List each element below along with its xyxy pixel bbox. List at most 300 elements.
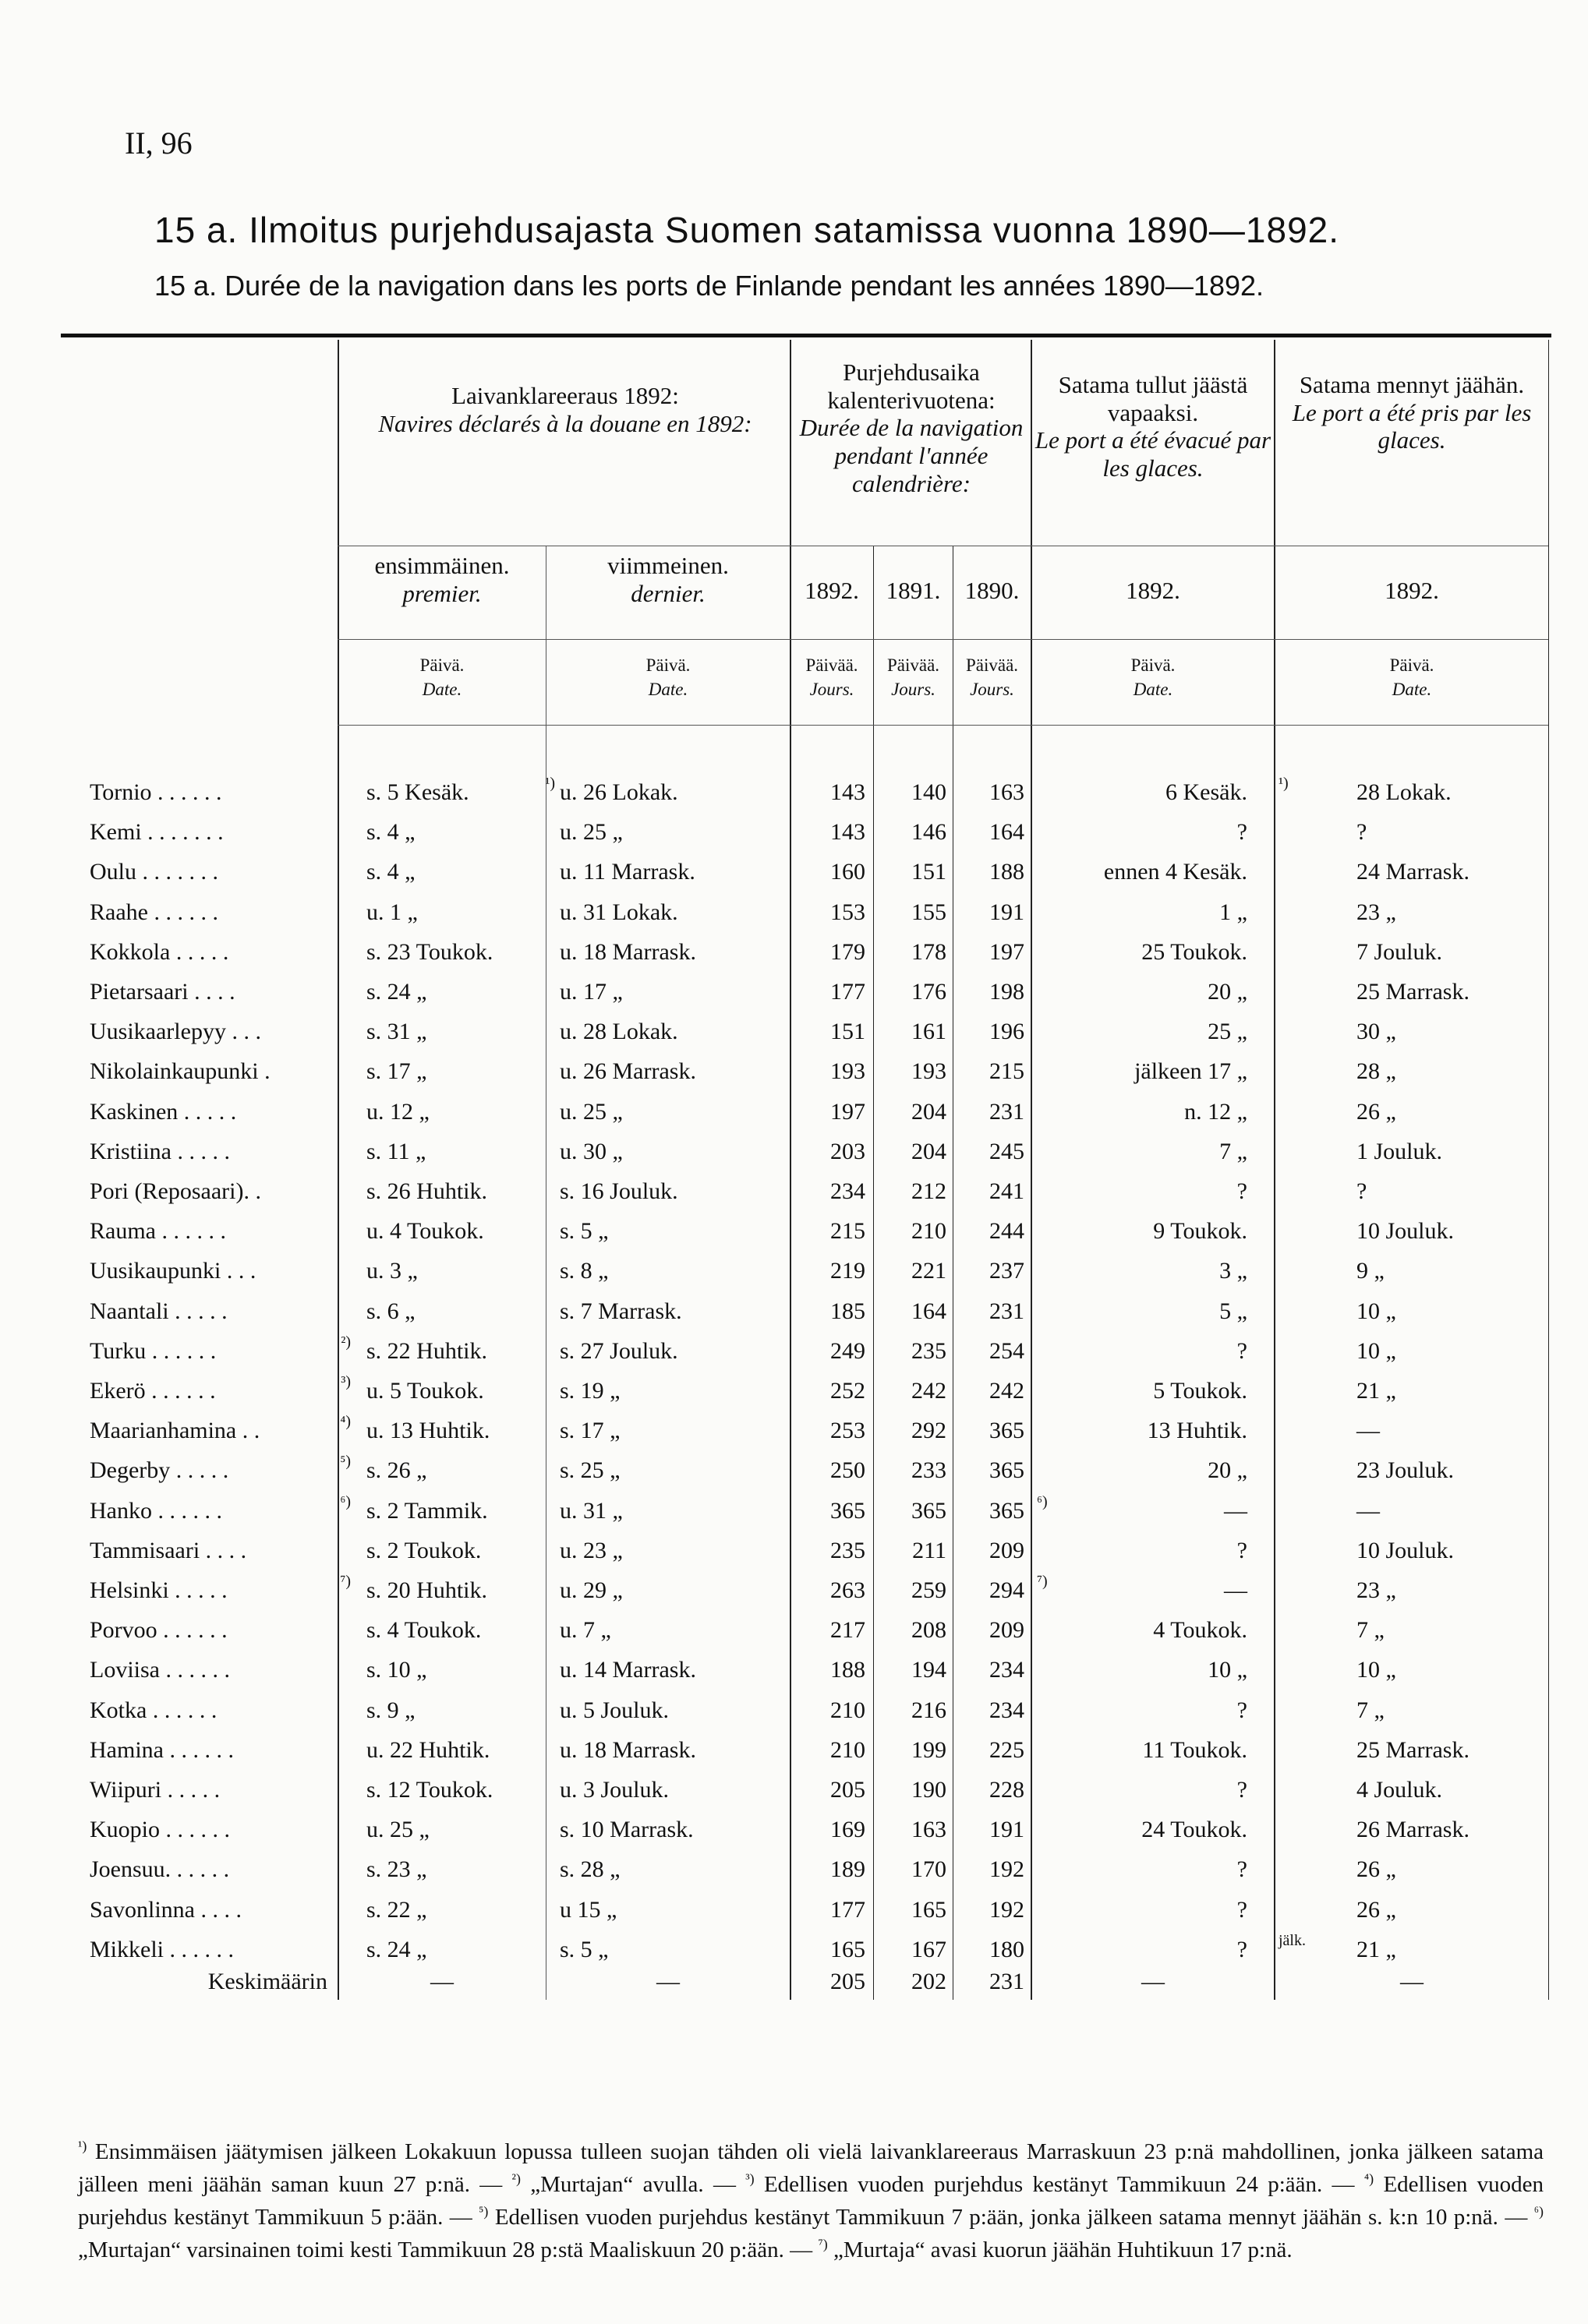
port-name: Turku . . . . . . [90,1337,217,1364]
icefree-header-fr: Le port a été évacué par les glaces. [1034,426,1271,482]
days-1892: 203 [830,1138,865,1164]
icefree-date: 3 „ [1219,1258,1247,1284]
days-1891: 176 [911,979,946,1005]
frozen-note: ¹) [1279,775,1289,792]
port-name: Kotka . . . . . . [90,1697,218,1723]
last-clearance: s. 7 Marrask. [560,1298,682,1324]
days-1890: 180 [989,1936,1024,1962]
frozen-date: — [1356,1497,1380,1524]
days-1892: 179 [830,938,865,965]
last-clearance: u 15 „ [560,1896,617,1923]
days-1890: 163 [989,779,1024,805]
icefree-date: 4 Toukok. [1153,1617,1247,1644]
first-clearance: u. 13 Huhtik. [366,1418,490,1444]
table-row [0,1609,1588,1648]
first-clearance: s. 23 „ [366,1856,427,1883]
frozen-date: 4 Jouluk. [1356,1777,1443,1803]
days-1891: 140 [911,779,946,805]
days-1891: 199 [911,1736,946,1763]
first-clearance: u. 12 „ [366,1098,430,1125]
days-1890: 234 [989,1697,1024,1723]
unit-fi: Päivä. [1389,655,1434,675]
days-1891: 204 [911,1138,946,1164]
table-row [0,1410,1588,1449]
days-1890: 231 [989,1298,1024,1324]
footnote-mark: ⁷) [818,2236,828,2252]
table-row [0,1690,1588,1729]
frozen-date: 28 „ [1356,1058,1396,1085]
days-1890: 245 [989,1138,1024,1164]
days-1891: 208 [911,1617,946,1644]
icefree-date: 6 Kesäk. [1165,779,1247,805]
last-unit [547,653,789,701]
days-1891: 161 [911,1019,946,1045]
year-1892-header: 1892. [805,577,859,604]
frozen-date: 10 „ [1356,1298,1396,1324]
last-header [547,552,789,607]
table-row [0,1250,1588,1289]
port-name: Hamina . . . . . . [90,1736,234,1763]
unit-fi: Päivää. [965,655,1019,675]
icefree-date: jälkeen 17 „ [1134,1058,1247,1085]
icefree-date: — [1224,1577,1247,1603]
first-clearance: s. 26 Huhtik. [366,1178,488,1204]
first-clearance: s. 23 Toukok. [366,938,493,965]
port-name: Wiipuri . . . . . [90,1777,221,1803]
frozen-date: 26 „ [1356,1896,1396,1923]
days-1892: 205 [830,1777,865,1803]
unit-fi: Päivä. [645,655,691,675]
icefree-date: 24 Toukok. [1141,1817,1247,1843]
port-name: Rauma . . . . . . [90,1218,226,1245]
days-1890: 192 [989,1896,1024,1923]
last-clearance: u. 11 Marrask. [560,859,695,885]
unit-fi: Päivää. [886,655,940,675]
days-1892: 189 [830,1856,865,1883]
frozen-header-fi: Satama mennyt jäähän. [1299,371,1525,398]
unit-fr: Date. [1133,680,1173,700]
days-1892: 153 [830,899,865,925]
days-1892: 169 [830,1817,865,1843]
footnote-mark: ⁶) [1533,2203,1544,2220]
icefree-date: ? [1236,1936,1247,1962]
port-name: Loviisa . . . . . . [90,1657,230,1683]
first-clearance: s. 17 „ [366,1058,427,1085]
table-row [0,851,1588,890]
last-clearance: u. 31 „ [560,1497,623,1524]
frozen-date: 7 „ [1356,1617,1385,1644]
icefree-date: 25 „ [1208,1019,1247,1045]
days-1892: 143 [830,819,865,846]
frozen-date: ? [1356,1178,1367,1204]
port-name: Oulu . . . . . . . [90,859,218,885]
last-clearance: u. 30 „ [560,1138,623,1164]
days-1891: 194 [911,1657,946,1683]
days-1891: 190 [911,1777,946,1803]
days-1891: 365 [911,1497,946,1524]
first-header-fi: ensimmäinen. [374,552,510,579]
days-1892: 234 [830,1178,865,1204]
last-clearance: s. 16 Jouluk. [560,1178,678,1204]
unit-fr: Jours. [891,680,935,700]
days-1892: 263 [830,1577,865,1603]
days-1890: 192 [989,1856,1024,1883]
days-1890: 254 [989,1337,1024,1364]
footnote-5 [479,2205,1527,2230]
table-row [0,1490,1588,1529]
last-clearance: u. 23 „ [560,1537,623,1563]
first-unit [340,653,544,701]
first-clearance: s. 2 Toukok. [366,1537,482,1563]
frozen-date: 26 „ [1356,1856,1396,1883]
days-1890: 197 [989,938,1024,965]
frozen-header-fr: Le port a été pris par les glaces. [1292,398,1532,454]
frozen-date: 25 Marrask. [1356,979,1470,1005]
port-name: Uusikaarlepyy . . . [90,1019,261,1045]
days-1892: 250 [830,1457,865,1484]
last-clearance: s. 28 „ [560,1856,621,1883]
icefree-date: 20 „ [1208,1457,1247,1484]
first-footnote-mark: ⁷) [340,1573,351,1590]
average-1892: 205 [830,1969,865,1994]
table-row [0,1570,1588,1609]
average-icefree: — [1141,1969,1165,1994]
footnote-mark: ⁴) [1363,2170,1374,2187]
frozen-date: 24 Marrask. [1356,859,1470,885]
days-1890: 294 [989,1577,1024,1603]
days-1890: 365 [989,1418,1024,1444]
table-row [0,1051,1588,1090]
days-1891: 292 [911,1418,946,1444]
days-1891: 170 [911,1856,946,1883]
table-row [0,1091,1588,1130]
first-footnote-mark: ⁴) [340,1413,351,1431]
table-row [0,1330,1588,1369]
table-row [0,1210,1588,1249]
table-row [0,772,1588,811]
port-name: Kristiina . . . . . [90,1138,230,1164]
frozen-date: 23 „ [1356,899,1396,925]
footnote-text: Edellisen vuoden purjehdus kestänyt Tammikuun 5 p:ään. — [78,2172,1544,2230]
y92-unit [790,653,873,701]
footnote-text: Edellisen vuoden purjehdus kestänyt Tammikuun 24 p:ään. — [763,2172,1355,2198]
last-clearance: u. 31 Lokak. [560,899,678,925]
last-clearance: u. 25 „ [560,819,623,846]
header-rule [338,639,1548,640]
last-clearance: u. 25 „ [560,1098,623,1125]
season-header [792,358,1031,497]
frozen-date: 26 „ [1356,1098,1396,1125]
last-clearance: s. 8 „ [560,1258,609,1284]
days-1891: 146 [911,819,946,846]
frozen-date: 7 Jouluk. [1356,938,1443,965]
table-row [0,1889,1588,1928]
days-1892: 177 [830,979,865,1005]
days-1890: 198 [989,979,1024,1005]
last-clearance: s. 17 „ [560,1418,621,1444]
footnote-mark: ³) [745,2170,755,2187]
days-1890: 231 [989,1098,1024,1125]
year-1891-header: 1891. [886,577,941,604]
icefree-date: 5 „ [1219,1298,1247,1324]
days-1891: 259 [911,1577,946,1603]
average-first: — [430,1969,454,1994]
days-1890: 365 [989,1497,1024,1524]
table-row [0,971,1588,1010]
days-1892: 215 [830,1218,865,1245]
table-top-rule [61,334,1551,337]
frozen-note: jälk. [1279,1931,1306,1949]
days-1892: 160 [830,859,865,885]
port-name: Savonlinna . . . . [90,1896,242,1923]
icefree-footnote-mark: ⁷) [1037,1573,1048,1590]
first-clearance: u. 22 Huhtik. [366,1736,490,1763]
last-clearance: u. 29 „ [560,1577,623,1603]
table-row [0,1530,1588,1569]
table-row [0,1131,1588,1170]
last-clearance: u. 26 Lokak. [560,779,678,805]
table-row [0,811,1588,850]
icefree-date: — [1224,1497,1247,1524]
days-1890: 241 [989,1178,1024,1204]
unit-fi: Päivä. [419,655,465,675]
icefree-date: ? [1236,1777,1247,1803]
first-clearance: s. 4 Toukok. [366,1617,482,1644]
port-name: Maarianhamina . . [90,1418,260,1444]
days-1891: 178 [911,938,946,965]
port-name: Pietarsaari . . . . [90,979,235,1005]
last-clearance: s. 10 Marrask. [560,1817,694,1843]
icefree-date: ? [1236,1178,1247,1204]
first-clearance: s. 31 „ [366,1019,427,1045]
icefree-date: 20 „ [1208,979,1247,1005]
days-1891: 211 [912,1537,946,1563]
days-1890: 164 [989,819,1024,846]
icefree-date: ? [1236,819,1247,846]
icefree-unit [1032,653,1274,701]
frozen-date: 26 Marrask. [1356,1817,1470,1843]
frozen-date: 10 Jouluk. [1356,1537,1455,1563]
season-header-fr: Durée de la navigation pendant l'année calendrière: [799,414,1024,497]
port-name: Raahe . . . . . . [90,899,218,925]
first-clearance: s. 4 „ [366,819,416,846]
frozen-date: — [1356,1418,1380,1444]
icefree-date: 13 Huhtik. [1147,1418,1247,1444]
days-1892: 253 [830,1418,865,1444]
footnote-2 [512,2172,736,2197]
days-1892: 177 [830,1896,865,1923]
days-1891: 221 [911,1258,946,1284]
unit-fr: Date. [1392,680,1432,700]
average-frozen: — [1400,1969,1424,1994]
last-clearance: u. 17 „ [560,979,623,1005]
days-1892: 185 [830,1298,865,1324]
footnote-3 [745,2172,1354,2197]
first-clearance: s. 12 Toukok. [366,1777,493,1803]
days-1890: 196 [989,1019,1024,1045]
days-1891: 193 [911,1058,946,1085]
days-1890: 234 [989,1657,1024,1683]
unit-fi: Päivä. [1130,655,1176,675]
first-clearance: s. 11 „ [366,1138,426,1164]
average-1891: 202 [911,1969,946,1994]
frozen-date: 25 Marrask. [1356,1736,1470,1763]
days-1891: 212 [911,1178,946,1204]
table-row [0,1729,1588,1768]
table-row [0,1291,1588,1330]
first-footnote-mark: ⁶) [340,1492,351,1510]
first-clearance: s. 24 „ [366,979,427,1005]
first-footnote-mark: ⁵) [340,1453,351,1471]
icefree-date: 11 Toukok. [1142,1736,1247,1763]
icefree-date: ? [1236,1856,1247,1883]
average-1890: 231 [989,1969,1024,1994]
frozen-date: 1 Jouluk. [1356,1138,1443,1164]
frozen-date: 23 „ [1356,1577,1396,1603]
days-1890: 237 [989,1258,1024,1284]
icefree-date: ? [1236,1896,1247,1923]
port-name: Uusikaupunki . . . [90,1258,256,1284]
icefree-date: 5 Toukok. [1153,1378,1247,1404]
footnotes [78,2135,1544,2266]
port-name: Tammisaari . . . . [90,1537,247,1563]
table-row [0,1370,1588,1409]
first-clearance: s. 4 „ [366,859,416,885]
last-header-fi: viimmeinen. [607,552,729,579]
icefree-date: 9 Toukok. [1153,1218,1247,1245]
frozen-date: 9 „ [1356,1258,1385,1284]
frozen-date: 10 „ [1356,1657,1396,1683]
icefree-header [1034,371,1272,482]
days-1892: 210 [830,1736,865,1763]
frozen-date: 21 „ [1356,1378,1396,1404]
first-clearance: s. 5 Kesäk. [366,779,469,805]
port-name: Pori (Reposaari). . [90,1178,261,1204]
days-1892: 365 [830,1497,865,1524]
first-clearance: u. 3 „ [366,1258,418,1284]
page-number: II, 96 [125,125,193,161]
first-clearance: s. 26 „ [366,1457,427,1484]
frozen-date: 10 „ [1356,1337,1396,1364]
days-1890: 225 [989,1736,1024,1763]
table-row [0,1649,1588,1688]
days-1890: 365 [989,1457,1024,1484]
last-header-fr: dernier. [631,579,706,607]
days-1890: 215 [989,1058,1024,1085]
days-1892: 151 [830,1019,865,1045]
days-1890: 191 [989,1817,1024,1843]
unit-fr: Date. [648,680,688,700]
first-header-fr: premier. [402,579,482,607]
table-row [0,1011,1588,1050]
footnote-text: „Murtajan“ varsinainen toimi kesti Tammikuun 28 p:stä Maaliskuun 20 p:ään. — [78,2237,813,2263]
title-finnish: 15 a. Ilmoitus purjehdusajasta Suomen satamissa vuonna 1890—1892. [154,210,1340,250]
unit-fr: Jours. [809,680,854,700]
first-clearance: s. 6 „ [366,1298,416,1324]
average-row [0,1962,1588,2001]
table-row [0,1171,1588,1210]
frozen-header [1277,371,1547,454]
clearance-header-fi: Laivanklareeraus 1892: [451,382,679,409]
days-1890: 191 [989,899,1024,925]
last-clearance: u. 26 Marrask. [560,1058,696,1085]
first-clearance: s. 2 Tammik. [366,1497,488,1524]
last-clearance: s. 27 Jouluk. [560,1337,678,1364]
port-name: Helsinki . . . . . [90,1577,228,1603]
port-name: Porvoo . . . . . . [90,1617,228,1644]
y91-unit [874,653,953,701]
frozen-date: 10 Jouluk. [1356,1218,1455,1245]
port-name: Mikkeli . . . . . . [90,1936,234,1962]
port-name: Hanko . . . . . . [90,1497,222,1524]
days-1890: 242 [989,1378,1024,1404]
icefree-header-fi: Satama tullut jäästä vapaaksi. [1058,371,1248,426]
first-clearance: s. 20 Huhtik. [366,1577,488,1603]
days-1892: 249 [830,1337,865,1364]
table-row [0,1769,1588,1808]
days-1891: 216 [911,1697,946,1723]
footnote-text: „Murtajan“ avulla. — [530,2172,736,2198]
title-french: 15 a. Durée de la navigation dans les ports de Finlande pendant les années 1890—1892. [154,270,1264,302]
days-1892: 193 [830,1058,865,1085]
port-name: Kaskinen . . . . . [90,1098,237,1125]
days-1890: 209 [989,1617,1024,1644]
last-clearance: u. 28 Lokak. [560,1019,678,1045]
table-row [0,892,1588,931]
last-clearance: u. 14 Marrask. [560,1657,696,1683]
icefree-date: 7 „ [1219,1138,1247,1164]
last-clearance: u. 18 Marrask. [560,1736,696,1763]
clearance-header-fr: Navires déclarés à la douane en 1892: [378,409,752,437]
first-clearance: s. 10 „ [366,1657,427,1683]
days-1892: 210 [830,1697,865,1723]
frozen-unit [1275,653,1548,701]
first-footnote-mark: ³) [341,1373,351,1390]
days-1890: 228 [989,1777,1024,1803]
frozen-date: 23 Jouluk. [1356,1457,1455,1484]
days-1891: 242 [911,1378,946,1404]
days-1892: 197 [830,1098,865,1125]
footnote-7 [818,2237,1292,2262]
first-header [340,552,544,607]
days-1891: 235 [911,1337,946,1364]
days-1892: 188 [830,1657,865,1683]
table-row [0,1809,1588,1848]
average-label: Keskimäärin [207,1969,327,1994]
clearance-header [343,382,787,437]
days-1891: 167 [911,1936,946,1962]
icefree-date: 25 Toukok. [1141,938,1247,965]
last-clearance: u. 3 Jouluk. [560,1777,670,1803]
season-header-fi: Purjehdusaika kalenterivuotena: [827,358,996,414]
footnote-text: Edellisen vuoden purjehdus kestänyt Tammikuun 7 p:ään, jonka jälkeen satama mennyt jäähän s. k:n 10 p:nä. — [494,2205,1528,2230]
icefree-date: 10 „ [1208,1657,1247,1683]
frozen-date: 7 „ [1356,1697,1385,1723]
last-clearance: s. 5 „ [560,1218,609,1245]
days-1892: 235 [830,1537,865,1563]
footnote-text: Ensimmäisen jäätymisen jälkeen Lokakuun lopussa tulleen suojan tähden oli vielä laivanklareeraus Marraskuun 23 p:nä mahdollinen, jonka jälkeen satama jälleen meni jäähän saman kuun 27 p:nä. — [78,2139,1544,2198]
average-last: — [656,1969,680,1994]
year-1890-header: 1890. [964,577,1020,604]
first-clearance: u. 4 Toukok. [366,1218,484,1245]
icefree-footnote-mark: ⁶) [1037,1492,1048,1510]
first-clearance: s. 22 „ [366,1896,427,1923]
last-clearance: s. 25 „ [560,1457,621,1484]
icefree-date: ennen 4 Kesäk. [1103,859,1247,885]
first-clearance: u. 5 Toukok. [366,1378,484,1404]
icefree-date: 1 „ [1219,899,1247,925]
last-clearance: u. 18 Marrask. [560,938,696,965]
